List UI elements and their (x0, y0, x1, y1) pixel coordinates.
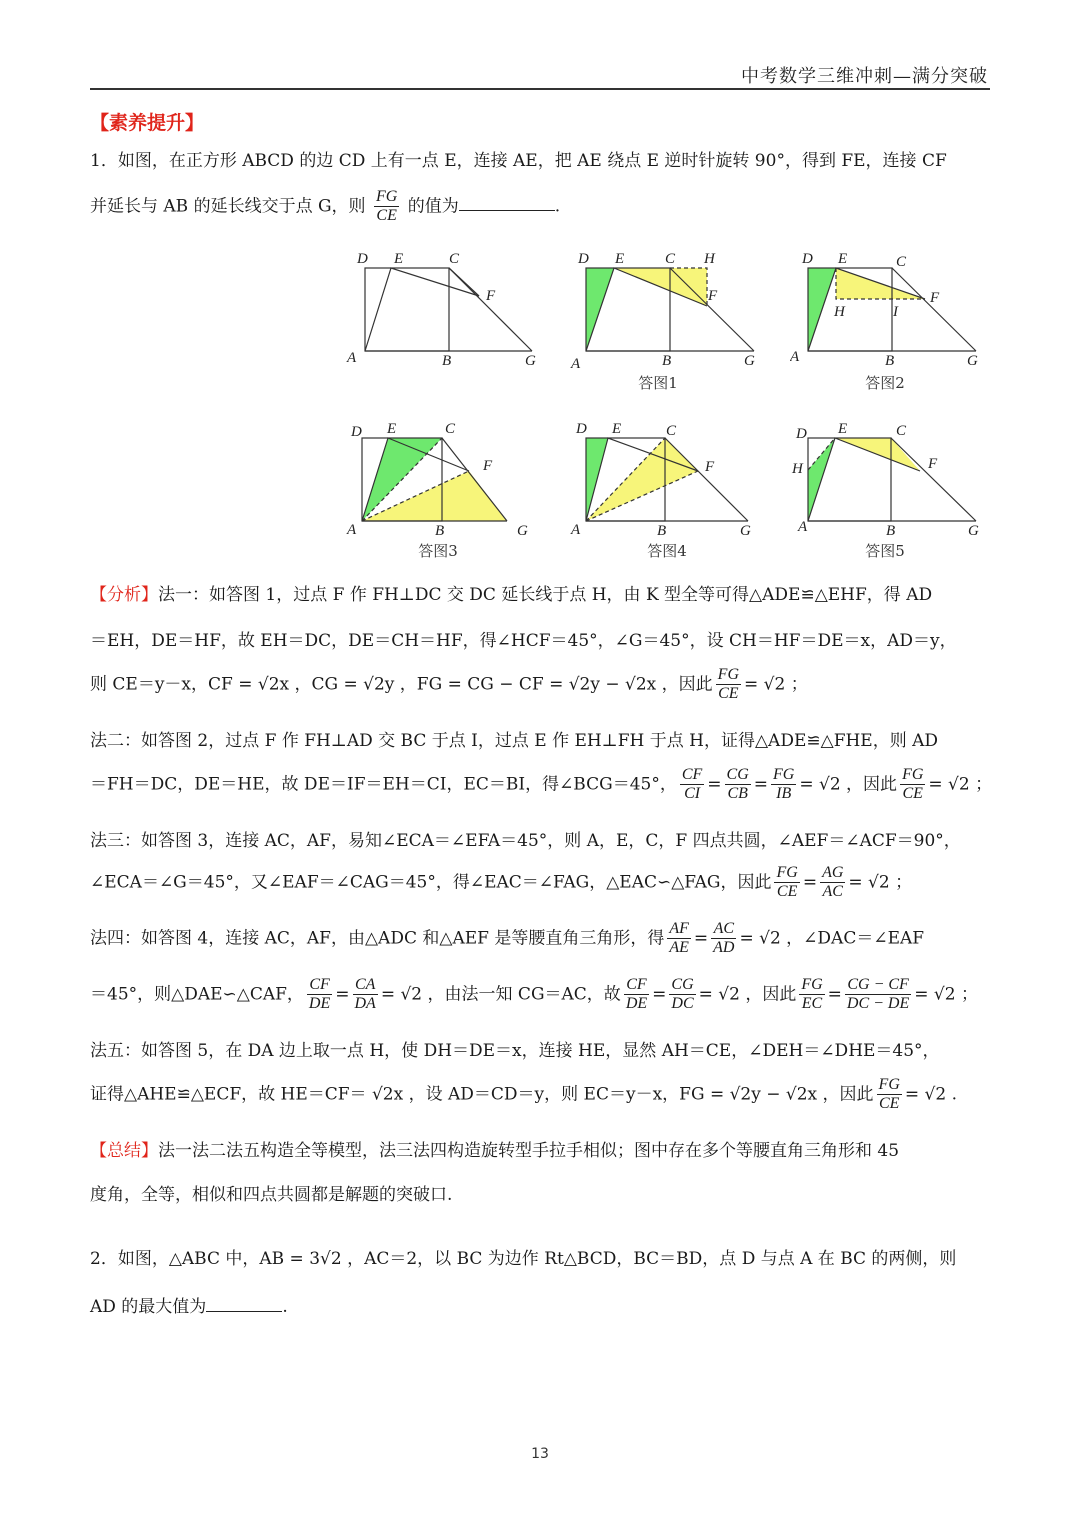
svg-text:E: E (612, 421, 622, 437)
svg-text:A: A (798, 519, 808, 535)
svg-text:A: A (790, 349, 800, 365)
figure-caption-5: 答图5 (865, 542, 905, 560)
answer-blank[interactable] (459, 210, 555, 211)
svg-text:A: A (347, 522, 357, 538)
page-number: 13 (531, 1446, 549, 1462)
section-tag: 【素养提升】 (90, 112, 205, 134)
svg-text:B: B (435, 523, 445, 539)
svg-text:H: H (704, 251, 715, 267)
method5-line1: 法五：如答图 5，在 DA 边上取一点 H，使 DH＝DE＝x，连接 HE，显然 AH＝CE，∠DEH＝∠DHE＝45°， (90, 1041, 940, 1061)
method4-line1: 法四：如答图 4，连接 AC，AF，由△ADC 和△AEF 是等腰直角三角形，得 $\frac{AF}{AE}$ = $\frac{AC}{AD}$ = √2 ，∠DAC＝∠EAF (90, 920, 925, 957)
method1-line2: ＝EH，DE＝HF，故 EH＝DC，DE＝CH＝HF，得∠HCF＝45°，∠G＝45°，设 CH＝HF＝DE＝x，AD＝y， (90, 631, 957, 651)
svg-text:B: B (657, 523, 667, 539)
summary-tag: 【总结】 (90, 1141, 158, 1161)
svg-text:F: F (486, 288, 496, 304)
svg-text:G: G (525, 353, 536, 369)
svg-text:F: F (705, 459, 715, 475)
svg-text:B: B (886, 523, 896, 539)
method1-line3: 则 CE＝y－x，CF = √2x ，CG = √2y ，FG = CG − CF = √2y − √2x ，因此 $\frac{FG}{CE}$ = √2 ； (90, 666, 808, 703)
svg-text:C: C (449, 251, 460, 267)
figure-answer-1 (568, 248, 768, 373)
svg-text:C: C (666, 423, 677, 439)
svg-text:C: C (665, 251, 676, 267)
problem2-line1: 2．如图，△ABC 中，AB = 3√2 ，AC＝2，以 BC 为边作 Rt△BCD，BC＝BD，点 D 与点 A 在 BC 的两侧，则 (90, 1249, 957, 1269)
svg-text:D: D (357, 251, 368, 267)
method2-line2: ＝FH＝DC，DE＝HE，故 DE＝IF＝EH＝CI，EC＝BI，得∠BCG＝45°， $\frac{CF}{CI}$ = $\frac{CG}{CB}$ = $\frac{FG}{IB}$ = √2 ，因此 $\frac{FG}{CE}$ = √2 ； (90, 766, 993, 803)
figure-caption-1: 答图1 (638, 374, 678, 392)
problem1-line2: 并延长与 AB 的延长线交于点 G，则 $\frac{FG}{CE}$ 的值为 . (90, 188, 561, 225)
figure-answer-2 (790, 248, 990, 373)
svg-text:E: E (387, 421, 397, 437)
answer-blank[interactable] (206, 1311, 282, 1312)
figure-caption-4: 答图4 (647, 542, 687, 560)
problem2-line2: AD 的最大值为 . (90, 1297, 288, 1317)
svg-text:D: D (351, 424, 362, 440)
svg-text:I: I (893, 304, 898, 320)
svg-text:E: E (615, 251, 625, 267)
svg-text:D: D (802, 251, 813, 267)
svg-text:B: B (442, 353, 452, 369)
problem1-line1: 1．如图，在正方形 ABCD 的边 CD 上有一点 E，连接 AE，把 AE 绕点 E 逆时针旋转 90°，得到 FE，连接 CF (90, 151, 947, 171)
svg-text:C: C (445, 421, 456, 437)
svg-text:H: H (834, 304, 845, 320)
header-title: 中考数学三维冲刺—满分突破 (741, 66, 988, 87)
method1-line1: 【分析】法一：如答图 1，过点 F 作 FH⊥DC 交 DC 延长线于点 H，由 K 型全等可得△ADE≌△EHF，得 AD (90, 585, 933, 605)
svg-text:C: C (896, 423, 907, 439)
svg-text:E: E (838, 251, 848, 267)
page-header (90, 58, 990, 90)
method2-line1: 法二：如答图 2，过点 F 作 FH⊥AD 交 BC 于点 I，过点 E 作 EH⊥FH 于点 H，证得△ADE≌△FHE，则 AD (90, 731, 939, 751)
svg-text:C: C (896, 254, 907, 270)
figure-original (345, 248, 545, 373)
figure-answer-3 (345, 418, 545, 543)
svg-text:F: F (483, 458, 493, 474)
svg-text:A: A (347, 350, 357, 366)
svg-text:E: E (838, 421, 848, 437)
figure-answer-5 (790, 418, 990, 543)
svg-text:F: F (928, 456, 938, 472)
analysis-tag: 【分析】 (90, 585, 158, 605)
svg-text:H: H (792, 461, 803, 477)
summary-line2: 度角，全等，相似和四点共圆都是解题的突破口. (90, 1185, 453, 1205)
svg-text:D: D (578, 251, 589, 267)
figure-answer-4 (568, 418, 768, 543)
summary-line1: 【总结】法一法二法五构造全等模型，法三法四构造旋转型手拉手相似；图中存在多个等腰直角三角形和 45 (90, 1141, 900, 1161)
svg-text:G: G (968, 523, 979, 539)
svg-text:A: A (571, 356, 581, 372)
svg-text:B: B (662, 353, 672, 369)
figure-caption-3: 答图3 (418, 542, 458, 560)
method4-line2: ＝45°，则△DAE∽△CAF， $\frac{CF}{DE}$ = $\frac{CA}{DA}$ = √2 ，由法一知 CG＝AC，故 $\frac{CF}{DE}$ = $\frac{CG}{DC}$ = √2 ，因此 $\frac{FG}{EC}$ = $\frac{CG - CF}{DC - DE}$ = √2 ； (90, 976, 978, 1013)
svg-text:G: G (740, 523, 751, 539)
svg-text:E: E (394, 251, 404, 267)
svg-text:A: A (571, 522, 581, 538)
svg-text:G: G (967, 353, 978, 369)
svg-text:B: B (885, 353, 895, 369)
svg-text:F: F (930, 290, 940, 306)
svg-text:D: D (796, 426, 807, 442)
svg-text:F: F (708, 288, 718, 304)
method5-line2: 证得△AHE≌△ECF，故 HE＝CF＝ √2x ，设 AD＝CD＝y，则 EC＝y－x，FG = √2y − √2x ，因此 $\frac{FG}{CE}$ = √2 . (90, 1076, 957, 1113)
fraction: $\frac{FG}{CE}$ (375, 188, 398, 225)
svg-text:D: D (576, 421, 587, 437)
svg-text:G: G (744, 353, 755, 369)
svg-text:G: G (517, 523, 528, 539)
figure-caption-2: 答图2 (865, 374, 905, 392)
method3-line2: ∠ECA＝∠G＝45°，又∠EAF＝∠CAG＝45°，得∠EAC＝∠FAG，△EAC∽△FAG，因此 $\frac{FG}{CE}$ = $\frac{AG}{AC}$ = √2 ； (90, 864, 913, 901)
method3-line1: 法三：如答图 3，连接 AC，AF，易知∠ECA＝∠EFA＝45°，则 A，E，C，F 四点共圆，∠AEF＝∠ACF＝90°， (90, 831, 961, 851)
